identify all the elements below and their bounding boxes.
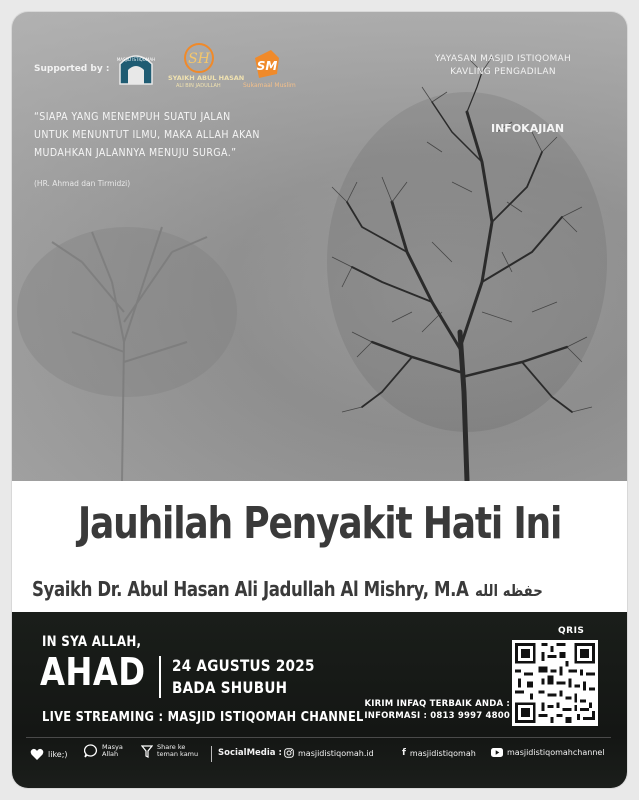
funnel-share-icon	[141, 745, 153, 758]
masya-label: Masya	[102, 743, 123, 751]
instagram-icon	[284, 748, 294, 758]
hadith-quote	[34, 108, 294, 162]
instagram-handle: masjidistiqomah.id	[298, 748, 374, 758]
day-divider	[159, 656, 161, 698]
sukamaal-muslim-logo	[245, 46, 295, 92]
infaq-line-1: KIRIM INFAQ TERBAIK ANDA :	[364, 699, 510, 709]
event-title: Jauhilah Penyakit Hati Ini	[77, 498, 562, 549]
youtube-handle: masjidistiqomahchannel	[507, 748, 605, 757]
poster-card	[12, 12, 627, 788]
speaker-name: Syaikh Dr. Abul Hasan Ali Jadullah Al Mishry, M.A	[32, 577, 469, 601]
sm-badge-text: SM	[256, 59, 278, 73]
sponsor-syaikh-name: SYAIKH ABUL HASAN	[168, 74, 245, 82]
social-media-label	[218, 748, 282, 758]
quote-line-2: UNTUK MENUNTUT ILMU, MAKA ALLAH AKAN	[34, 129, 260, 141]
youtube-icon	[491, 748, 503, 757]
sh-monogram-text: SH	[188, 51, 210, 67]
sponsor-syaikh-sub: ALI BIN JADULLAH	[176, 83, 221, 89]
quote-line-3: MUDAHKAN JALANNYA MENUJU SURGA.”	[34, 147, 237, 159]
sh-monogram-icon	[182, 42, 216, 74]
yayasan-line-1: YAYASAN MASJID ISTIQOMAH	[434, 54, 572, 64]
footer-divider	[26, 737, 611, 738]
masya-allah-label	[102, 744, 123, 758]
heart-icon	[30, 748, 44, 761]
quote-source: (HR. Ahmad dan Tirmidzi)	[34, 179, 131, 188]
youtube-link[interactable]	[491, 748, 605, 757]
facebook-handle: masjidistiqomah	[409, 748, 476, 758]
hero-foggy-tree-image	[12, 12, 627, 481]
footer-bar	[26, 744, 621, 768]
infokajian-label: INFOKAJIAN	[491, 122, 565, 135]
event-date: 24 AGUSTUS 2025	[172, 656, 315, 675]
facebook-link[interactable]	[402, 748, 476, 758]
qris-label: QRIS	[558, 626, 585, 636]
footer-separator	[211, 746, 212, 762]
sm-badge-icon	[251, 48, 283, 80]
allah-label: Allah	[102, 750, 119, 758]
share-label	[157, 744, 198, 758]
share-label-2: teman kamu	[157, 750, 199, 758]
yayasan-line-2: KAVLING PENGADILAN	[450, 67, 556, 77]
quote-line-1: “SIAPA YANG MENEMPUH SUATU JALAN	[34, 111, 231, 123]
like-item[interactable]	[30, 748, 68, 761]
yayasan-heading	[413, 53, 593, 79]
infaq-info	[364, 698, 510, 722]
insya-allah-text: IN SYA ALLAH,	[42, 634, 142, 650]
share-label-1: Share ke	[157, 743, 186, 751]
sponsor-sm-name: Sukamaal Muslim	[243, 82, 296, 89]
supported-by-label: Supported by :	[34, 64, 110, 74]
event-details-panel	[12, 612, 627, 788]
live-streaming-text: LIVE STREAMING : MASJID ISTIQOMAH CHANNEL	[42, 709, 364, 725]
qris-qr-code	[512, 640, 598, 726]
share-item[interactable]	[141, 744, 198, 758]
tree-illustration	[12, 12, 627, 481]
event-day: AHAD	[40, 650, 146, 694]
masya-allah-item[interactable]	[84, 744, 123, 758]
syaikh-abul-hasan-logo	[168, 42, 245, 92]
chat-bubble-icon	[84, 744, 98, 758]
speaker-honorific: حفظه الله	[475, 581, 543, 600]
like-label: like;)	[48, 750, 68, 759]
infaq-line-2: INFORMASI : 0813 9997 4800	[364, 711, 510, 721]
social-media-text: SocialMedia :	[218, 748, 282, 758]
event-time: BADA SHUBUH	[172, 678, 288, 697]
masjid-logo-text: MASJID ISTIQOMAH	[116, 57, 156, 62]
masjid-istiqomah-logo	[116, 50, 156, 86]
facebook-icon: f	[402, 748, 406, 758]
instagram-link[interactable]	[284, 748, 374, 758]
speaker-line	[32, 577, 543, 601]
